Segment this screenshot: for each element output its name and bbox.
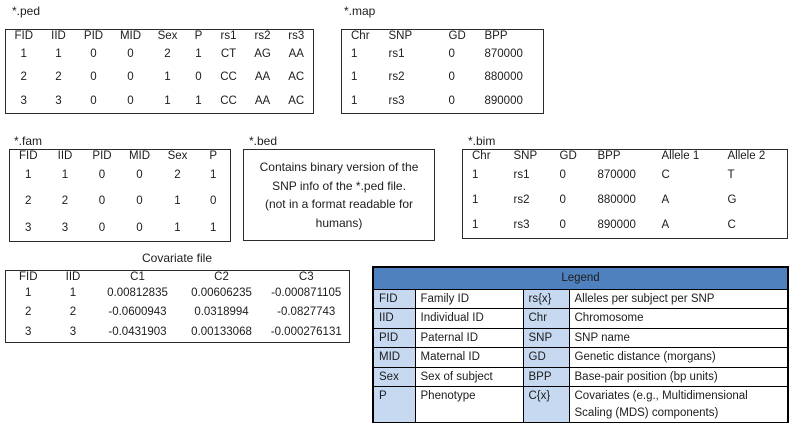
legend-title: Legend [373,267,788,289]
cell: C [661,168,670,181]
bim-file-label: *.bim [468,134,496,148]
bim-col-allele1: Allele 1 [661,150,700,162]
cell: 0.00812835 [107,286,168,299]
legend-desc: Alleles per subject per SNP [569,289,788,309]
cell: 1 [69,286,77,299]
cell: 0 [559,193,566,206]
cell: 0 [98,169,106,182]
table-row [463,212,788,238]
cell: 870000 [484,47,523,60]
table-header-row [6,271,350,284]
legend-desc: Genetic distance (morgans) [569,348,788,368]
cell: 2 [174,169,181,182]
cell: rs2 [388,71,405,84]
legend-key: BPP [523,367,569,387]
cell: 3 [20,95,27,107]
cov-col-c3: C3 [298,271,314,283]
cell: 1 [164,95,171,107]
map-col-bpp: BPP [484,30,508,42]
table-row [6,303,350,323]
map-table [341,29,544,114]
table-row [10,162,231,188]
cell: G [727,193,737,206]
legend-desc: Base-pair position (bp units) [569,367,788,387]
cell: 0 [98,221,106,234]
table-header-row [10,150,231,163]
legend-row [373,289,788,309]
cell: 880000 [484,71,523,84]
table-row [6,283,350,303]
table-row [10,188,231,214]
fam-col-iid: IID [57,150,73,162]
cov-col-c2: C2 [214,271,229,283]
cell: 1 [351,95,358,107]
cell: 0 [448,71,455,84]
ped-col-pid: PID [83,30,104,42]
cell: 1 [25,286,32,299]
cell: rs1 [388,47,405,60]
fam-col-p: P [209,150,218,162]
fam-col-pid: PID [92,150,112,162]
map-col-snp: SNP [388,30,413,42]
cell: -0.0827743 [277,306,336,319]
legend-row [373,348,788,368]
cell: 3 [55,95,62,107]
legend-desc: Maternal ID [415,348,523,368]
cell: AA [288,47,304,60]
bim-table [462,149,788,239]
fam-col-sex: Sex [167,150,188,162]
cell: 3 [61,221,69,234]
bim-col-bpp: BPP [597,150,621,162]
cell: 1 [472,168,479,181]
cov-col-iid: IID [65,271,81,283]
table-row [342,42,544,66]
cell: 1 [472,193,479,206]
table-header-row [342,30,544,43]
legend-desc: Family ID [415,289,523,309]
legend-key: SNP [523,328,569,348]
ped-col-fid: FID [14,30,34,42]
ped-col-sex: Sex [157,30,178,42]
cov-col-c1: C1 [130,271,145,283]
cell: 3 [25,221,32,234]
bed-description-line: Contains binary version of the [259,160,419,174]
cell: 0 [559,168,566,181]
cell: rs1 [513,168,530,181]
cell: 3 [69,326,77,339]
table-row [6,322,350,342]
table-row [6,42,314,66]
cell: CC [220,71,237,84]
cell: 2 [25,195,32,208]
cell: 1 [61,169,69,182]
legend-header-row [373,267,788,289]
cell: CC [220,95,237,107]
legend-row [373,367,788,387]
cell: 2 [55,71,62,84]
cell: 0 [127,95,134,107]
table-row [342,89,544,114]
legend-desc: Covariates (e.g., Multidimensional Scaling (MDS) components) [569,387,788,423]
ped-col-iid: IID [51,30,66,42]
cell: AC [288,95,305,107]
legend-key: Chr [523,309,569,329]
table-header-row [6,30,314,43]
cell: 1 [55,47,62,60]
cell: -0.000871105 [271,286,342,299]
legend-key: PID [373,328,415,348]
cell: rs3 [388,95,405,107]
legend-key: IID [373,309,415,329]
cell: 0 [136,195,143,208]
cell: AA [254,71,271,84]
cell: 1 [25,169,32,182]
legend-key: FID [373,289,415,309]
cell: 1 [164,71,171,84]
ped-col-p: P [194,30,203,42]
cell: 1 [174,221,181,234]
cell: rs2 [513,193,530,206]
legend-key: P [373,387,415,423]
cell: 0 [559,219,566,232]
bim-col-allele2: Allele 2 [727,150,766,162]
cell: 2 [25,306,32,319]
covariate-file-title: Covariate file [141,251,213,265]
cell: 0 [90,71,97,84]
cell: 870000 [597,168,636,181]
legend-desc: Individual ID [415,309,523,329]
cell: 0.0318994 [194,306,249,319]
map-col-chr: Chr [351,30,370,42]
legend-key: Sex [373,367,415,387]
cell: -0.0600943 [108,306,167,319]
cell: 0 [448,47,455,60]
legend-row [373,387,788,423]
bed-description-line: (not in a format readable for [264,197,414,211]
cell: 0 [98,195,106,208]
legend-desc: Phenotype [415,387,523,423]
cell: 0 [448,95,455,107]
cell: -0.000276131 [270,326,342,339]
cell: A [661,193,670,206]
ped-table [5,29,314,114]
cell: 2 [61,195,69,208]
cell: CT [220,47,237,60]
cell: 0.00133068 [191,326,252,339]
table-row [463,187,788,212]
fam-table [9,149,231,242]
cell: A [661,219,670,232]
covariate-table [5,270,350,343]
legend-desc: Paternal ID [415,328,523,348]
cell: 0 [127,71,134,84]
cell: T [727,168,735,181]
map-file-label: *.map [344,4,376,18]
cell: 2 [69,306,77,319]
cell: 0 [90,95,97,107]
bim-col-snp: SNP [513,150,538,162]
cell: 0 [210,195,217,208]
table-row [10,214,231,241]
bed-description-line: SNP info of the *.ped file. [272,178,406,193]
table-row [6,66,314,90]
cell: -0.0431903 [108,326,167,339]
legend-row [373,328,788,348]
cov-col-fid: FID [18,271,38,283]
legend-key: rs{x} [523,289,569,309]
cell: 0 [90,47,97,60]
cell: 2 [164,47,171,60]
table-row [6,89,314,114]
cell: 1 [20,47,27,60]
ped-col-rs2: rs2 [254,30,271,42]
cell: 3 [25,326,32,339]
legend-key: C{x} [523,387,569,423]
cell: 2 [20,71,27,84]
cell: AA [254,95,271,107]
bed-description-line: humans) [315,215,363,230]
bed-description-box [243,149,435,241]
cell: 1 [351,47,358,60]
map-col-gd: GD [448,30,466,42]
bed-file-label: *.bed [249,134,278,148]
cell: 1 [472,219,479,232]
fam-col-mid: MID [128,150,151,162]
cell: 0 [136,169,143,182]
table-row [342,66,544,90]
legend-row [373,309,788,329]
cell: 1 [195,95,202,107]
cell: 890000 [597,219,636,232]
cell: 0.00606235 [191,286,252,299]
legend-table [372,266,789,423]
bim-col-chr: Chr [472,150,491,162]
cell: AG [254,47,271,60]
cell: 1 [210,169,217,182]
legend-desc: Chromosome [569,309,788,329]
cell: 1 [210,221,217,234]
ped-col-rs1: rs1 [220,30,237,42]
cell: 1 [351,71,358,84]
cell: AC [288,71,305,84]
cell: 890000 [484,95,523,107]
legend-desc: Sex of subject [415,367,523,387]
table-row [463,162,788,187]
cell: 0 [127,47,134,60]
cell: 1 [195,47,202,60]
ped-col-rs3: rs3 [288,30,305,42]
ped-col-mid: MID [119,30,142,42]
legend-key: GD [523,348,569,368]
cell: rs3 [513,219,530,232]
cell: 0 [195,71,202,84]
bim-col-gd: GD [559,150,577,162]
fam-file-label: *.fam [14,134,43,148]
cell: 0 [136,221,143,234]
cell: 1 [174,195,181,208]
table-header-row [463,150,788,163]
ped-file-label: *.ped [12,4,41,18]
legend-key: MID [373,348,415,368]
fam-col-fid: FID [18,150,38,162]
legend-desc: SNP name [569,328,788,348]
cell: C [727,219,736,232]
cell: 880000 [597,193,636,206]
